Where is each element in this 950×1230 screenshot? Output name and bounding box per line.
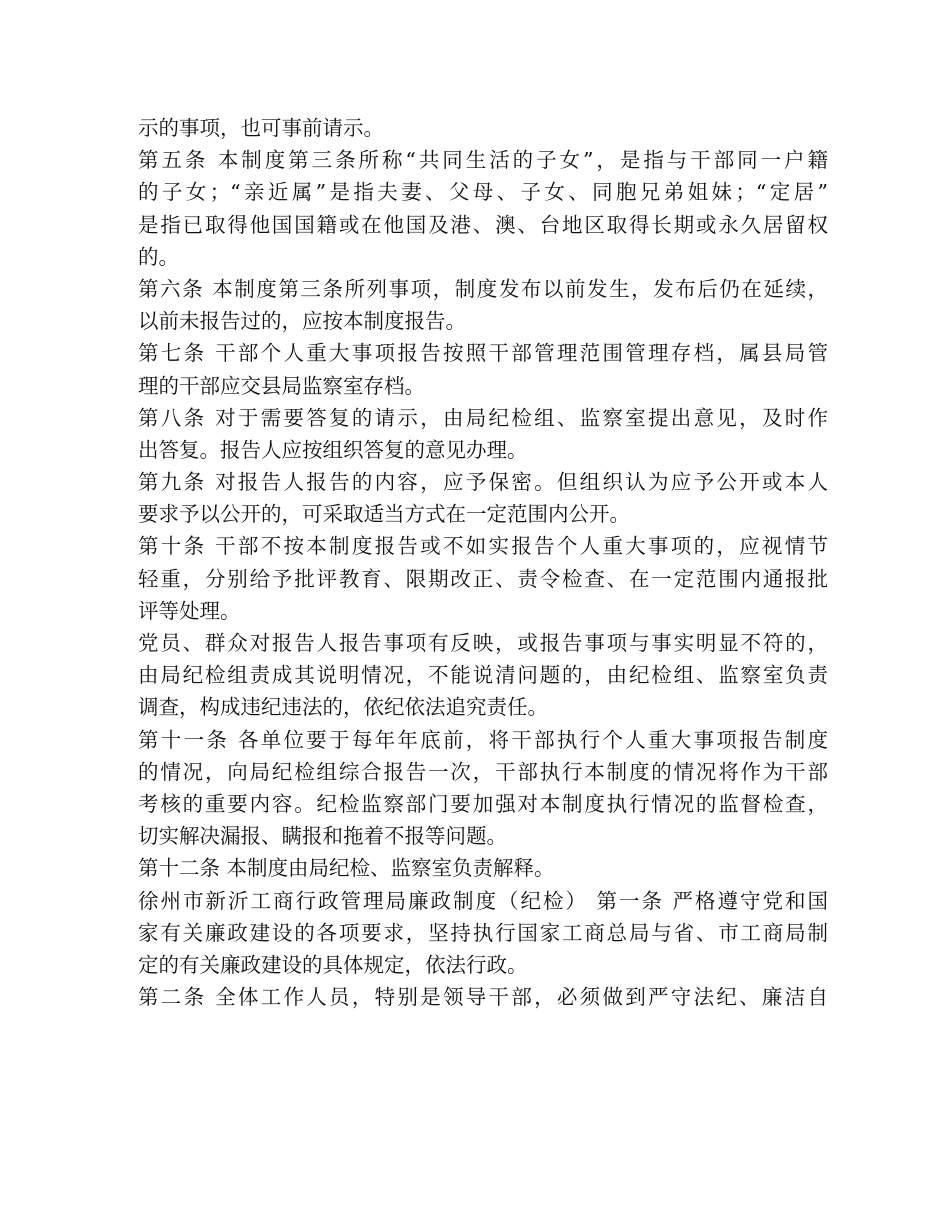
text-line: 第七条 干部个人重大事项报告按照干部管理范围管理存档，属县局管 [138,341,828,366]
text-line: 党员、群众对报告人报告事项有反映，或报告事项与事实明显不符的， [138,631,828,655]
text-line: 第二条 全体工作人员，特别是领导干部，必须做到严守法纪、廉洁自 [138,985,828,1010]
text-line: 以前未报告过的，应按本制度报告。 [138,309,466,334]
text-line: 定的有关廉政建设的具体规定，依法行政。 [138,952,528,977]
text-line: 考核的重要内容。纪检监察部门要加强对本制度执行情况的监督检查， [138,791,828,816]
text-line: 的。 [138,244,179,269]
text-line: 徐州市新沂工商行政管理局廉政制度（纪检） 第一条 严格遵守党和国 [138,888,828,913]
text-line: 第六条 本制度第三条所列事项，制度发布以前发生，发布后仍在延续， [138,276,828,301]
text-line: 第九条 对报告人报告的内容，应予保密。但组织认为应予公开或本人 [138,470,828,495]
text-line: 理的干部应交县局监察室存档。 [138,373,425,398]
document-page [138,112,828,1013]
text-line: 要求予以公开的，可采取适当方式在一定范围内公开。 [138,502,630,527]
text-line: 由局纪检组责成其说明情况，不能说清问题的，由纪检组、监察室负责 [138,663,828,688]
text-line: 评等处理。 [138,598,241,623]
text-line: 第八条 对于需要答复的请示，由局纪检组、监察室提出意见，及时作 [138,405,828,430]
text-line: 第五条 本制度第三条所称“共同生活的子女”，是指与干部同一户籍 [138,148,828,173]
text-line: 出答复。报告人应按组织答复的意见办理。 [138,437,528,462]
text-line: 轻重，分别给予批评教育、限期改正、责令检查、在一定范围内通报批 [138,566,828,591]
text-line: 调查，构成违纪违法的，依纪依法追究责任。 [138,695,548,720]
text-line: 的情况，向局纪检组综合报告一次，干部执行本制度的情况将作为干部 [138,759,828,784]
text-line: 第十条 干部不按本制度报告或不如实报告个人重大事项的，应视情节 [138,534,828,559]
text-line: 的子女；“亲近属”是指夫妻、父母、子女、同胞兄弟姐妹；“定居” [138,180,828,205]
text-line: 切实解决漏报、瞒报和拖着不报等问题。 [138,824,507,849]
text-line: 示的事项，也可事前请示。 [138,116,384,140]
text-line: 是指已取得他国国籍或在他国及港、澳、台地区取得长期或永久居留权 [138,212,828,237]
text-line: 第十一条 各单位要于每年年底前，将干部执行个人重大事项报告制度 [138,727,828,752]
text-line: 家有关廉政建设的各项要求，坚持执行国家工商总局与省、市工商局制 [138,920,828,945]
text-line: 第十二条 本制度由局纪检、监察室负责解释。 [138,856,555,881]
